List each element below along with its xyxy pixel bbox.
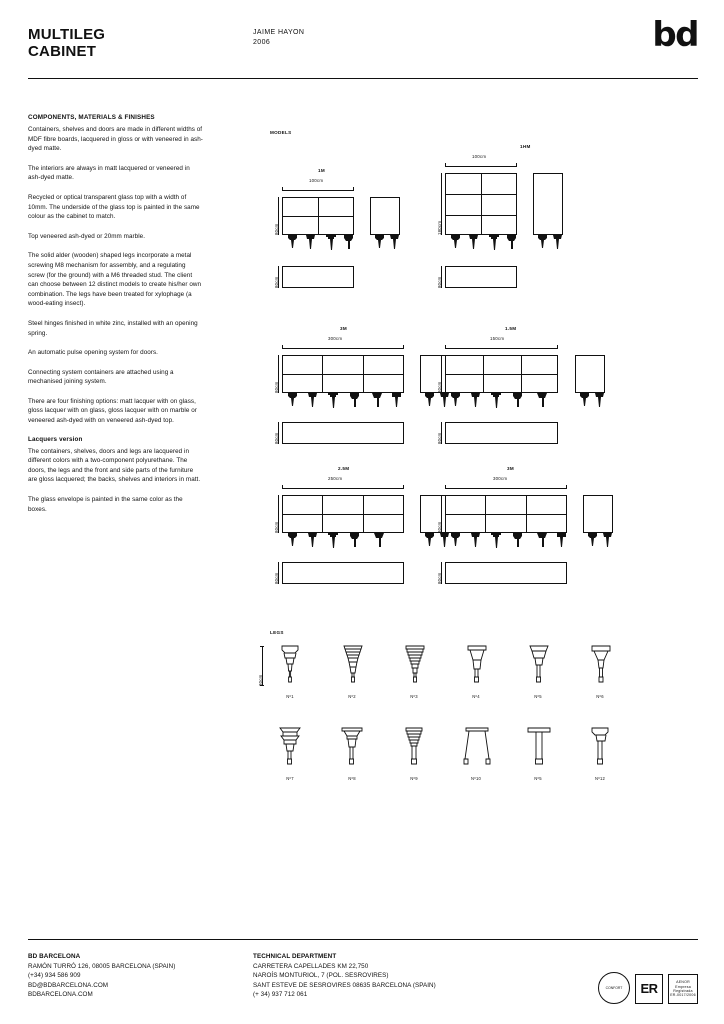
spec-paragraph: Steel hinges finished in white zinc, installed with an opening spring. bbox=[28, 319, 198, 337]
leg-label-11: Nº5 bbox=[534, 776, 542, 781]
spec-paragraph: The glass envelope is painted in the same color as the boxes. bbox=[28, 496, 183, 513]
aenor-badge-top: AENOR bbox=[676, 980, 690, 985]
dimension-tick bbox=[403, 485, 404, 489]
top-slab-1m bbox=[282, 266, 354, 288]
page-header bbox=[0, 0, 724, 92]
legs-side-1hm bbox=[533, 235, 565, 259]
dimension-tick bbox=[282, 345, 283, 349]
certification-badges bbox=[598, 972, 698, 1004]
footer-technical-address-2: NAROÍS MONTURIOL, 7 (POL. SESROVIRES) bbox=[253, 972, 389, 980]
dim-top-3m-b: 80cm bbox=[437, 572, 442, 584]
legs-group-15m bbox=[445, 393, 560, 417]
model-code-25m: 2.5M bbox=[338, 466, 350, 471]
dim-height-1m: 80cm bbox=[274, 223, 279, 235]
cabinet-shelf bbox=[445, 215, 517, 216]
footer-email[interactable]: BD@BDBARCELONA.COM bbox=[28, 981, 109, 989]
dimension-line bbox=[441, 266, 442, 288]
footer-company-block bbox=[28, 952, 238, 1000]
footer-divider bbox=[28, 939, 698, 940]
spec-paragraph: The solid alder (wooden) shaped legs incorporate a metal screwing M8 mechanism for assembly, and a regulating screw (for the ground) with a M6 threaded stud. The client can choose between 12 distinct models to create his/her own combination. The legs have been treated for xylophage (a wood-eating insect). bbox=[28, 252, 202, 308]
legs-catalogue-row-1 bbox=[270, 642, 640, 690]
dim-width-25m: 250cm bbox=[328, 476, 343, 481]
model-code-15m: 1.5M bbox=[505, 326, 517, 331]
spec-paragraph: Recycled or optical transparent glass top with a width of 10mm. The underside of the glass top is painted in the same colour as the cabinet to match. bbox=[28, 193, 200, 221]
top-slab-3m-b bbox=[445, 562, 567, 584]
model-code-1m: 1M bbox=[318, 168, 325, 173]
dimension-tick bbox=[445, 485, 446, 489]
dimension-line bbox=[441, 422, 442, 444]
dimension-tick bbox=[260, 685, 264, 686]
footer-technical-heading: TECHNICAL DEPARTMENT bbox=[253, 953, 337, 961]
spec-paragraph: The interiors are always in matt lacquered or veneered in ash-dyed matte. bbox=[28, 164, 190, 182]
dimension-line bbox=[445, 488, 567, 489]
dim-width-3m-b: 300cm bbox=[493, 476, 508, 481]
dim-width-3m: 300cm bbox=[328, 336, 343, 341]
legs-group-1m bbox=[282, 235, 357, 259]
footer-website[interactable]: BDBARCELONA.COM bbox=[28, 991, 93, 999]
legs-group-3m bbox=[282, 393, 407, 417]
leg-label-3: Nº3 bbox=[410, 694, 418, 699]
dimension-tick bbox=[516, 163, 517, 167]
dimension-tick bbox=[403, 345, 404, 349]
legs-side-3m-b bbox=[583, 533, 615, 557]
model-code-1hm: 1HM bbox=[520, 144, 531, 149]
legs-catalogue-row-2 bbox=[270, 724, 640, 772]
dimension-line bbox=[445, 166, 517, 167]
dim-height-3m-b: 80cm bbox=[437, 521, 442, 533]
dimension-line bbox=[278, 266, 279, 288]
dimension-line bbox=[441, 173, 442, 235]
section-heading: COMPONENTS, MATERIALS & FINISHES bbox=[28, 114, 155, 121]
cabinet-shelf bbox=[445, 194, 517, 195]
designer-name: JAIME HAYON bbox=[253, 29, 305, 36]
top-slab-25m bbox=[282, 562, 404, 584]
legs-group-1hm bbox=[445, 235, 520, 259]
designer-year: 2006 bbox=[253, 39, 271, 46]
subsection-heading: Lacquers version bbox=[28, 435, 83, 443]
cabinet-side-1hm bbox=[533, 173, 563, 235]
footer-technical-phone: (+ 34) 937 712 061 bbox=[253, 991, 308, 999]
model-code-3m-b: 3M bbox=[507, 466, 514, 471]
leg-label-4: Nº4 bbox=[472, 694, 480, 699]
footer-technical-address-3: SANT ESTEVE DE SESROVIRES 08635 BARCELONA (SPAIN) bbox=[253, 981, 436, 989]
designer-block bbox=[253, 28, 304, 48]
aenor-badge bbox=[668, 974, 698, 1004]
dimension-line bbox=[441, 495, 442, 533]
er-badge: ER bbox=[635, 974, 663, 1004]
cabinet-side-15m bbox=[575, 355, 605, 393]
leg-label-1: Nº1 bbox=[286, 694, 294, 699]
model-code-3m: 3M bbox=[340, 326, 347, 331]
dimension-line bbox=[445, 348, 558, 349]
legs-label: LEGS bbox=[270, 630, 284, 635]
dimension-line bbox=[282, 190, 354, 191]
legs-group-25m bbox=[282, 533, 407, 557]
dim-height-1hm: 180cm bbox=[437, 220, 442, 235]
cabinet-shelf bbox=[282, 374, 404, 375]
dimension-line bbox=[441, 562, 442, 584]
dimension-tick bbox=[566, 485, 567, 489]
dimension-line bbox=[278, 355, 279, 393]
aenor-badge-bottom: Empresa Registrada ER-0017/2006 bbox=[670, 984, 696, 998]
technical-drawings bbox=[240, 118, 700, 781]
leg-label-12: Nº12 bbox=[594, 776, 605, 781]
dim-top-1hm: 80cm bbox=[437, 276, 442, 288]
specifications-column bbox=[28, 114, 203, 524]
footer-phone: (+34) 934 586 909 bbox=[28, 972, 81, 980]
footer-technical-block bbox=[253, 952, 553, 1000]
legs-group-3m-b bbox=[445, 533, 570, 557]
dimension-tick bbox=[557, 345, 558, 349]
dim-height-15m: 80cm bbox=[437, 381, 442, 393]
footer-address: RAMÓN TURRÓ 126, 08005 BARCELONA (SPAIN) bbox=[28, 962, 176, 970]
spec-paragraph: Top veneered ash-dyed or 20mm marble. bbox=[28, 232, 146, 240]
dimension-line bbox=[278, 197, 279, 235]
leg-label-8: Nº8 bbox=[348, 776, 356, 781]
dim-height-3m: 80cm bbox=[274, 381, 279, 393]
dim-top-1m: 80cm bbox=[274, 276, 279, 288]
dimension-line bbox=[278, 562, 279, 584]
title-line-2: CABINET bbox=[28, 43, 97, 60]
top-slab-1hm bbox=[445, 266, 517, 288]
title-line-1: MULTILEG bbox=[28, 26, 106, 43]
dim-width-1hm: 100cm bbox=[472, 154, 487, 159]
models-label: MODELS bbox=[270, 130, 292, 135]
leg-label-7: Nº7 bbox=[286, 776, 294, 781]
dim-height-25m: 80cm bbox=[274, 521, 279, 533]
legs-side-1m bbox=[370, 235, 402, 259]
page-title bbox=[28, 26, 228, 60]
dim-width-1m: 100cm bbox=[309, 178, 324, 183]
confort-badge: CONFORT bbox=[598, 972, 630, 1004]
dimension-tick bbox=[353, 187, 354, 191]
dim-width-15m: 150cm bbox=[490, 336, 505, 341]
spec-paragraph: There are four finishing options: matt lacquer with on glass, gloss lacquer with on glass, gloss lacquer with on marble or veneered ash-dyed with on veneered ash-dyed top. bbox=[28, 397, 197, 425]
top-slab-15m bbox=[445, 422, 558, 444]
dimension-tick bbox=[445, 163, 446, 167]
cabinet-shelf bbox=[282, 514, 404, 515]
dimension-line bbox=[441, 355, 442, 393]
cabinet-shelf bbox=[445, 514, 567, 515]
dimension-tick bbox=[282, 485, 283, 489]
dimension-tick bbox=[282, 187, 283, 191]
spec-paragraph: Containers, shelves and doors are made in different widths of MDF fibre boards, lacquered in gloss or with veneered in ash-dyed matte. bbox=[28, 126, 203, 153]
dimension-line bbox=[282, 488, 404, 489]
cabinet-shelf bbox=[445, 374, 558, 375]
dimension-tick bbox=[445, 345, 446, 349]
top-slab-3m bbox=[282, 422, 404, 444]
dim-legs-height: 30cm bbox=[258, 674, 263, 686]
cabinet-shelf bbox=[282, 216, 354, 217]
spec-paragraph: Connecting system containers are attached using a mechanised joining system. bbox=[28, 368, 174, 386]
cabinet-divider bbox=[481, 173, 482, 235]
leg-label-10: Nº10 bbox=[470, 776, 481, 781]
dim-top-15m: 80cm bbox=[437, 432, 442, 444]
spec-paragraph: An automatic pulse opening system for doors. bbox=[28, 349, 158, 357]
dimension-line bbox=[278, 495, 279, 533]
cabinet-side-3m-b bbox=[583, 495, 613, 533]
spec-paragraph: The containers, shelves, doors and legs are lacquered in different colors with a two-component polyurethane. The doors, the legs and the front and side parts of the furniture are gloss lacquered; the backs, shelves and interiors in matt. bbox=[28, 447, 201, 484]
dimension-line bbox=[262, 646, 263, 686]
footer-company-name: BD BARCELONA bbox=[28, 953, 81, 961]
leg-label-9: Nº9 bbox=[410, 776, 418, 781]
leg-label-6: Nº6 bbox=[596, 694, 604, 699]
leg-label-5: Nº5 bbox=[534, 694, 542, 699]
cabinet-side-1m bbox=[370, 197, 400, 235]
dimension-line bbox=[278, 422, 279, 444]
dimension-line bbox=[282, 348, 404, 349]
legs-side-15m bbox=[575, 393, 607, 417]
dimension-tick bbox=[260, 646, 264, 647]
dim-top-3m: 80cm bbox=[274, 432, 279, 444]
brand-logo: bd bbox=[652, 15, 698, 55]
leg-label-2: Nº2 bbox=[348, 694, 356, 699]
dim-top-25m: 80cm bbox=[274, 572, 279, 584]
header-divider bbox=[28, 78, 698, 79]
footer-technical-address-1: CARRETERA CAPELLADES KM 22,750 bbox=[253, 962, 369, 970]
